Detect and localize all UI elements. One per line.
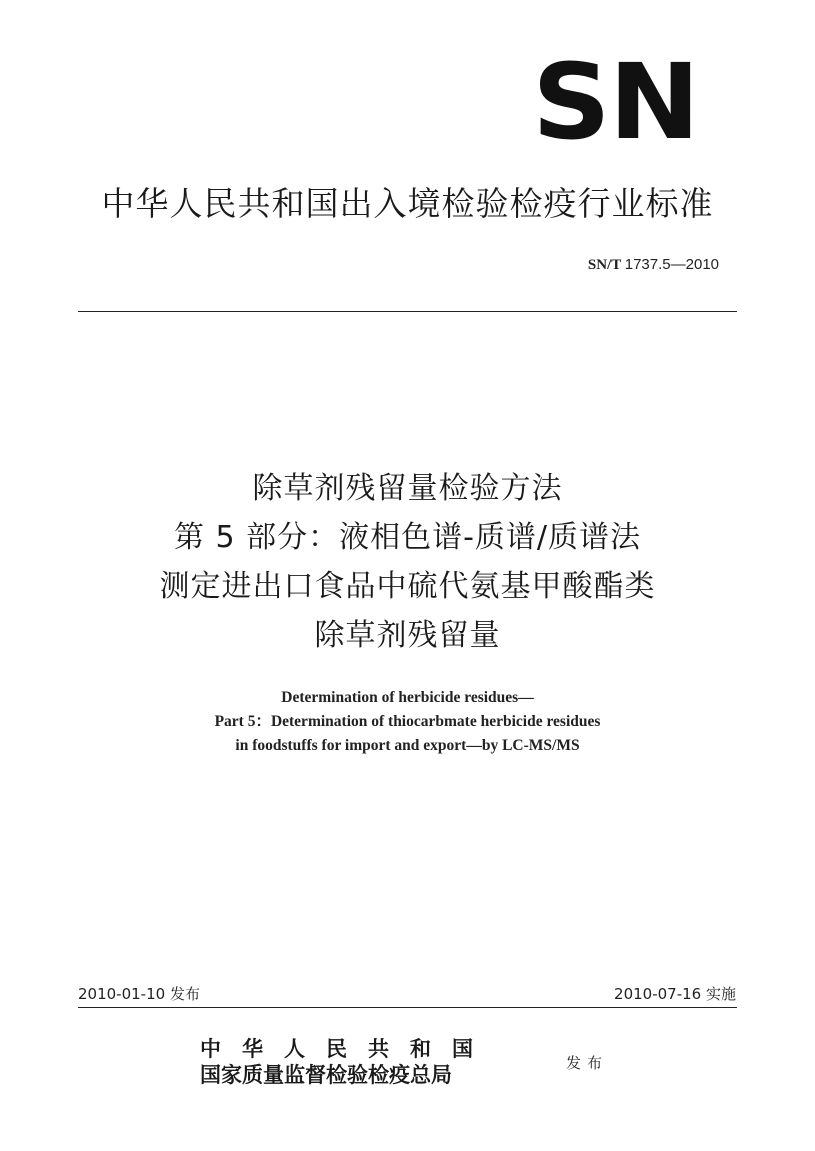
title-cn-line: 第 5 部分：液相色谱-质谱/质谱法 (173, 520, 642, 555)
issue-date: 2010-01-10 发布 (78, 985, 200, 1003)
standard-number-value: 1737.5—2010 (624, 256, 719, 273)
title-cn-line: 除草剂残留量 (314, 618, 501, 653)
title-english (0, 686, 815, 758)
issuer-agency: 国家质量监督检验检疫总局 (200, 1062, 452, 1087)
title-en-line: Part 5：Determination of thiocarbmate herbicide residues (214, 713, 601, 730)
bottom-divider (78, 1007, 737, 1008)
title-en-line: Determination of herbicide residues— (281, 689, 534, 706)
title-cn-line: 测定进出口食品中硫代氨基甲酸酯类 (159, 569, 656, 604)
title-cn-line: 除草剂残留量检验方法 (252, 471, 563, 506)
sn-logo: SN (532, 41, 698, 163)
implementation-date: 2010-07-16 实施 (614, 985, 736, 1003)
top-divider (78, 311, 737, 312)
standard-prefix: SN/T (587, 257, 621, 273)
issuer-block (200, 1036, 494, 1088)
standard-number (588, 256, 719, 274)
standard-type-heading: 中华人民共和国出入境检验检疫行业标准 (101, 184, 714, 223)
issuer-country: 中华人民共和国 (200, 1036, 494, 1061)
publish-label: 发布 (566, 1054, 609, 1072)
title-chinese (0, 464, 815, 660)
title-en-line: in foodstuffs for import and export—by LC-MS/MS (235, 737, 580, 754)
